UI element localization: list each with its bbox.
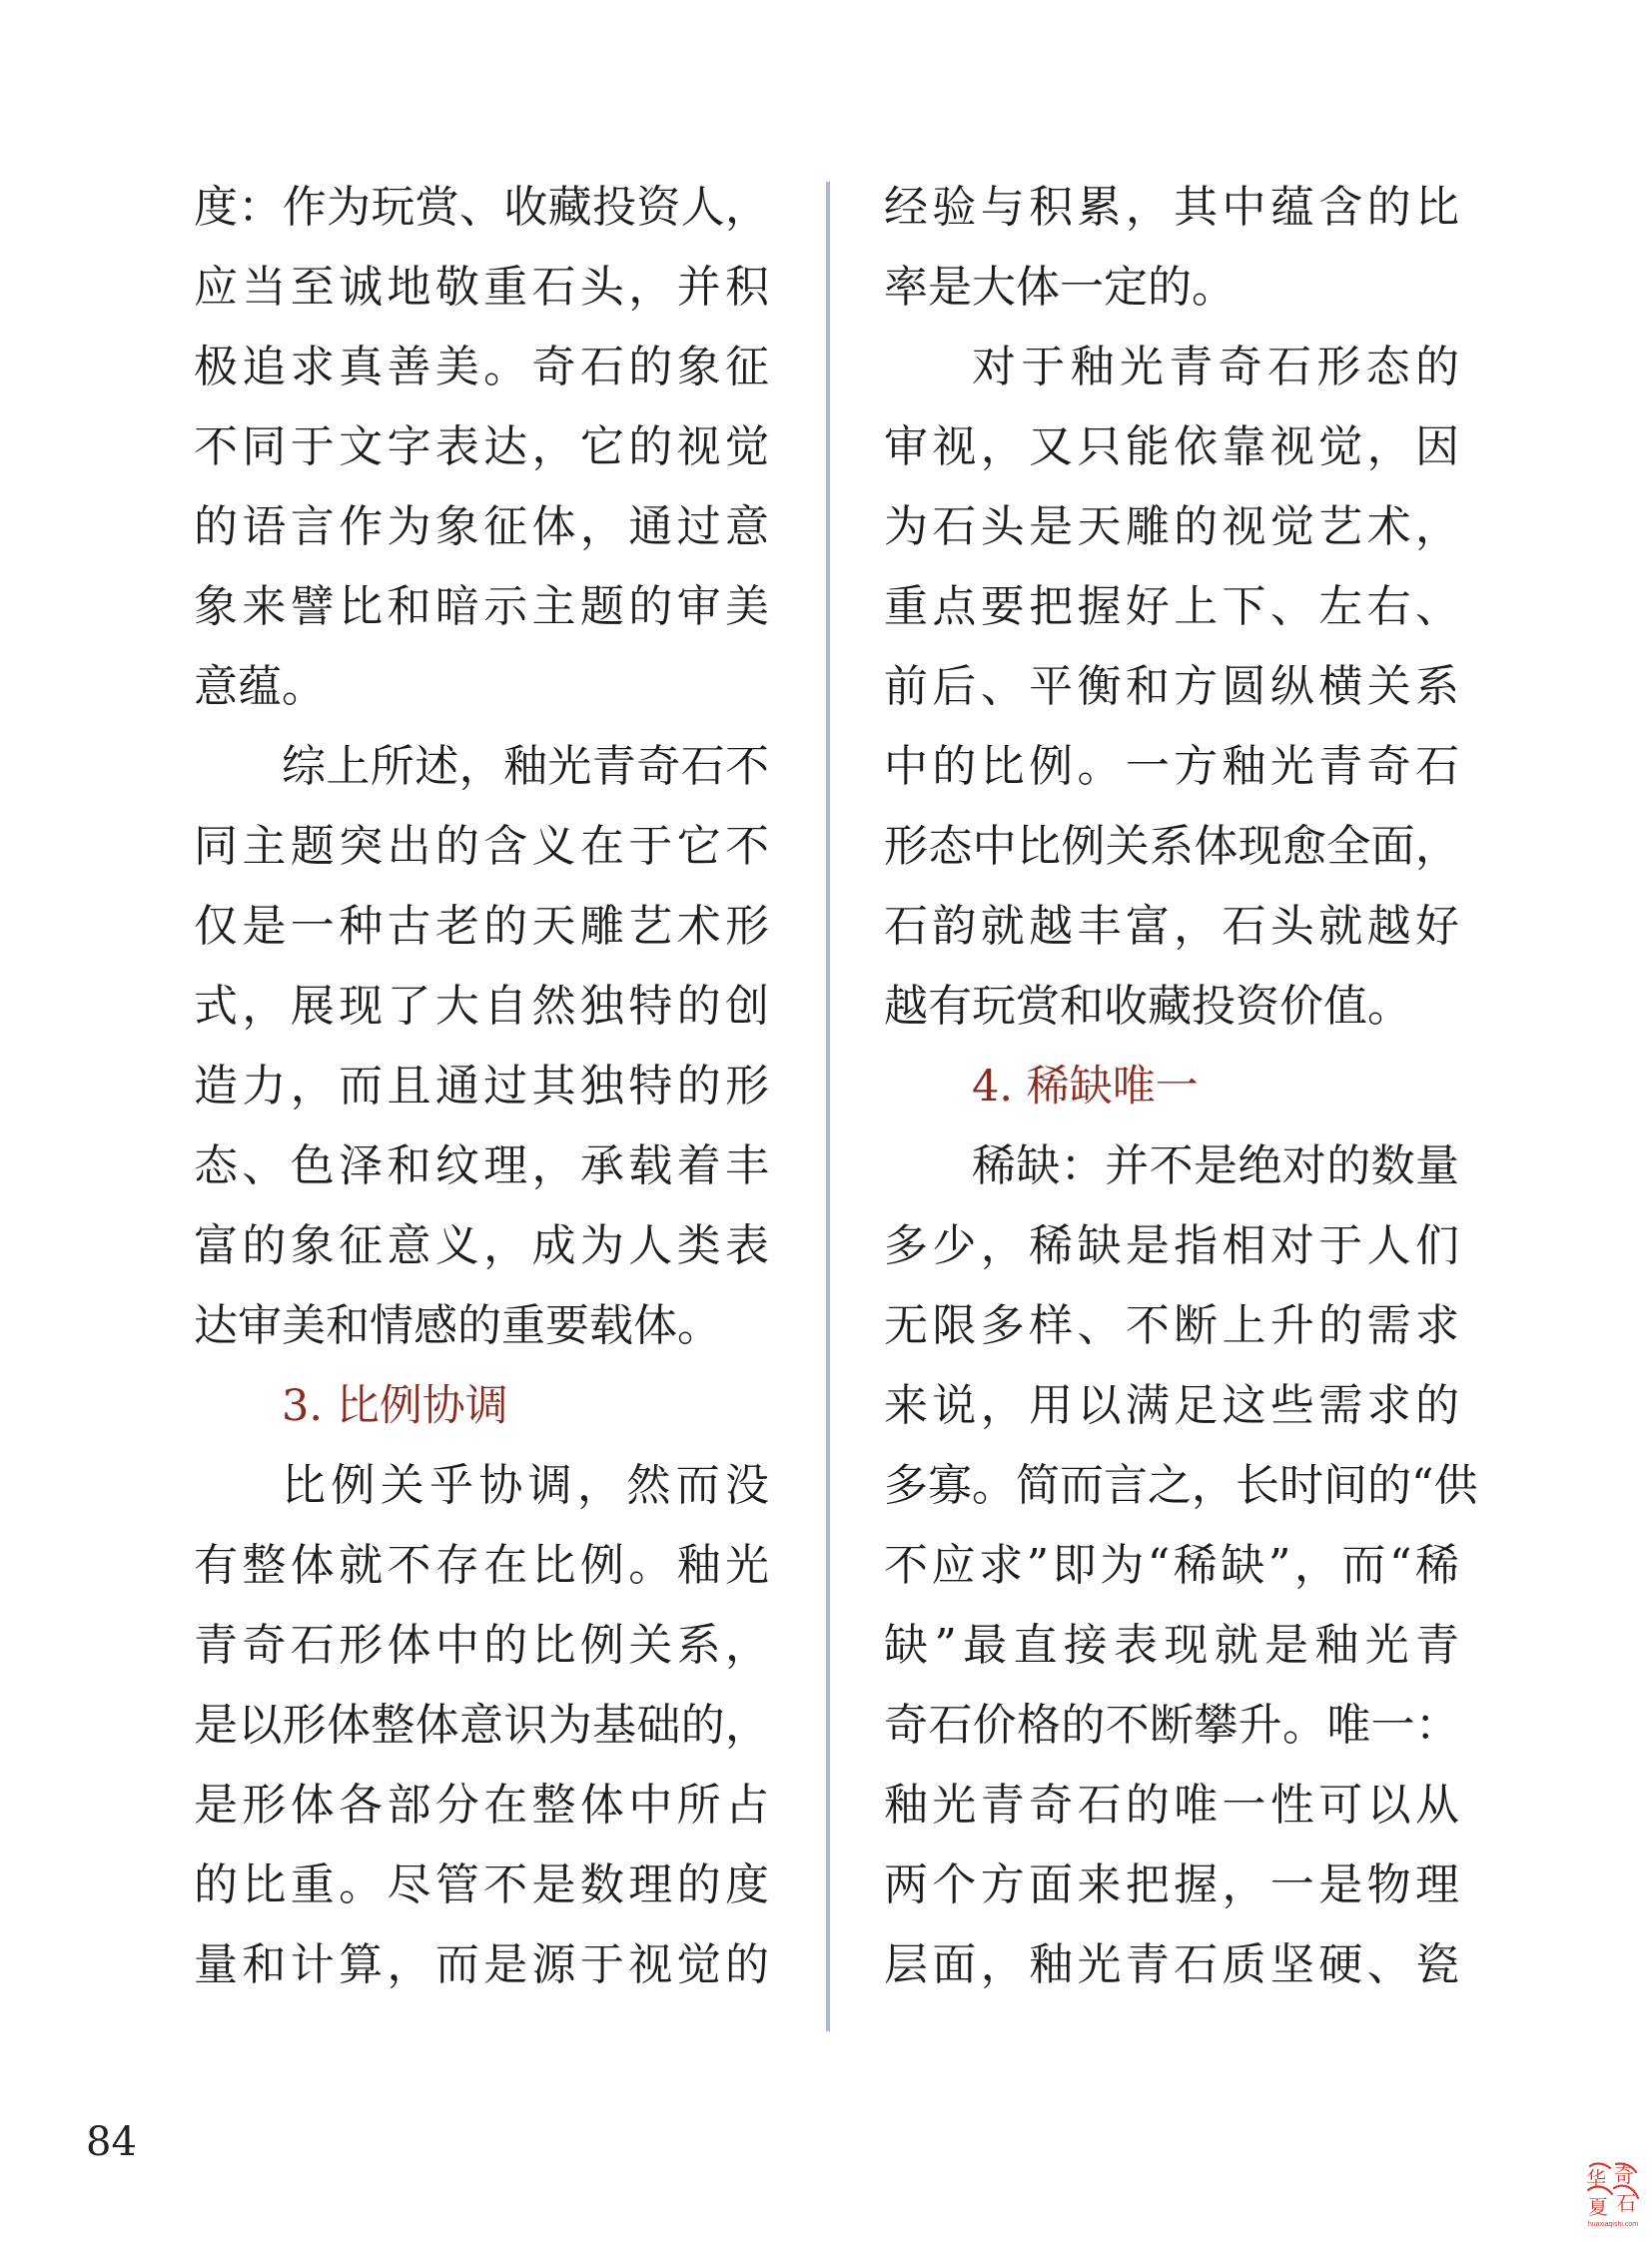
text-line: 率是大体一定的。 xyxy=(884,262,1236,313)
section-heading: 3. 比例协调 xyxy=(282,1381,508,1431)
text-line: 经验与积累，其中蕴含的比 xyxy=(884,182,1459,233)
watermark-char-2: 奇 xyxy=(1614,2165,1634,2187)
text-line: 应当至诚地敬重石头，并积 xyxy=(194,262,769,313)
text-line: 多少，稀缺是指相对于人们 xyxy=(884,1220,1459,1271)
section-heading: 4. 稀缺唯一 xyxy=(972,1062,1199,1112)
text-line: 象来譬比和暗示主题的审美 xyxy=(194,581,769,632)
right-text-column xyxy=(884,168,1478,2005)
text-line: 越有玩赏和收藏投资价值。 xyxy=(884,981,1411,1032)
column-divider xyxy=(826,182,830,2031)
text-line: 富的象征意义，成为人类表 xyxy=(194,1220,769,1271)
text-line: 釉光青奇石的唯一性可以从 xyxy=(884,1780,1459,1831)
text-line: 不同于文字表达，它的视觉 xyxy=(194,421,769,472)
text-line: 量和计算，而是源于视觉的 xyxy=(194,1939,769,1990)
text-line: 对于釉光青奇石形态的 xyxy=(972,342,1459,392)
text-line: 度：作为玩赏、收藏投资人， xyxy=(194,182,769,233)
text-line: 态、色泽和纹理，承载着丰 xyxy=(194,1140,769,1191)
text-line: 同主题突出的含义在于它不 xyxy=(194,821,769,872)
text-line: 中的比例。一方釉光青奇石 xyxy=(884,741,1459,792)
text-line: 达审美和情感的重要载体。 xyxy=(194,1300,721,1351)
text-line: 形态中比例关系体现愈全面， xyxy=(884,821,1459,872)
text-line: 审视，又只能依靠视觉，因 xyxy=(884,421,1459,472)
text-line: 奇石价格的不断攀升。唯一： xyxy=(884,1700,1459,1751)
left-text-column xyxy=(194,168,769,2005)
text-line: 造力，而且通过其独特的形 xyxy=(194,1061,769,1112)
text-line: 多寡。简而言之，长时间的“供 xyxy=(884,1460,1478,1511)
text-line: 层面，釉光青石质坚硬、瓷 xyxy=(884,1939,1459,1990)
text-line: 的比重。尽管不是数理的度 xyxy=(194,1860,769,1910)
watermark-char-1: 华 xyxy=(1586,2169,1606,2191)
text-line: 为石头是天雕的视觉艺术， xyxy=(884,501,1459,552)
text-line: 有整体就不存在比例。釉光 xyxy=(194,1540,769,1591)
text-line: 稀缺：并不是绝对的数量 xyxy=(972,1140,1459,1191)
text-line: 无限多样、不断上升的需求 xyxy=(884,1300,1459,1351)
text-line: 式，展现了大自然独特的创 xyxy=(194,981,769,1032)
text-line: 两个方面来把握，一是物理 xyxy=(884,1860,1459,1910)
text-line: 不应求”即为“稀缺”，而“稀 xyxy=(884,1540,1459,1591)
text-line: 综上所述，釉光青奇石不 xyxy=(282,741,769,792)
text-line: 青奇石形体中的比例关系， xyxy=(194,1620,769,1671)
text-line: 仅是一种古老的天雕艺术形 xyxy=(194,901,769,952)
text-line: 是以形体整体意识为基础的， xyxy=(194,1700,769,1751)
site-watermark-logo xyxy=(1582,2160,1644,2232)
text-line: 石韵就越丰富，石头就越好 xyxy=(884,901,1459,952)
page-number: 84 xyxy=(86,2119,137,2165)
watermark-char-4: 石 xyxy=(1616,2193,1636,2215)
text-line: 前后、平衡和方圆纵横关系 xyxy=(884,661,1459,712)
text-line: 是形体各部分在整体中所占 xyxy=(194,1780,769,1831)
text-line: 的语言作为象征体，通过意 xyxy=(194,501,769,552)
text-line: 缺”最直接表现就是釉光青 xyxy=(884,1620,1459,1671)
text-line: 重点要把握好上下、左右、 xyxy=(884,581,1459,632)
watermark-char-3: 夏 xyxy=(1588,2197,1608,2219)
text-line: 意蕴。 xyxy=(194,661,326,712)
watermark-url: huaxiaqishi.com xyxy=(1587,2221,1639,2228)
text-line: 极追求真善美。奇石的象征 xyxy=(194,342,769,392)
text-line: 比例关乎协调，然而没 xyxy=(282,1460,769,1511)
text-line: 来说，用以满足这些需求的 xyxy=(884,1380,1459,1431)
